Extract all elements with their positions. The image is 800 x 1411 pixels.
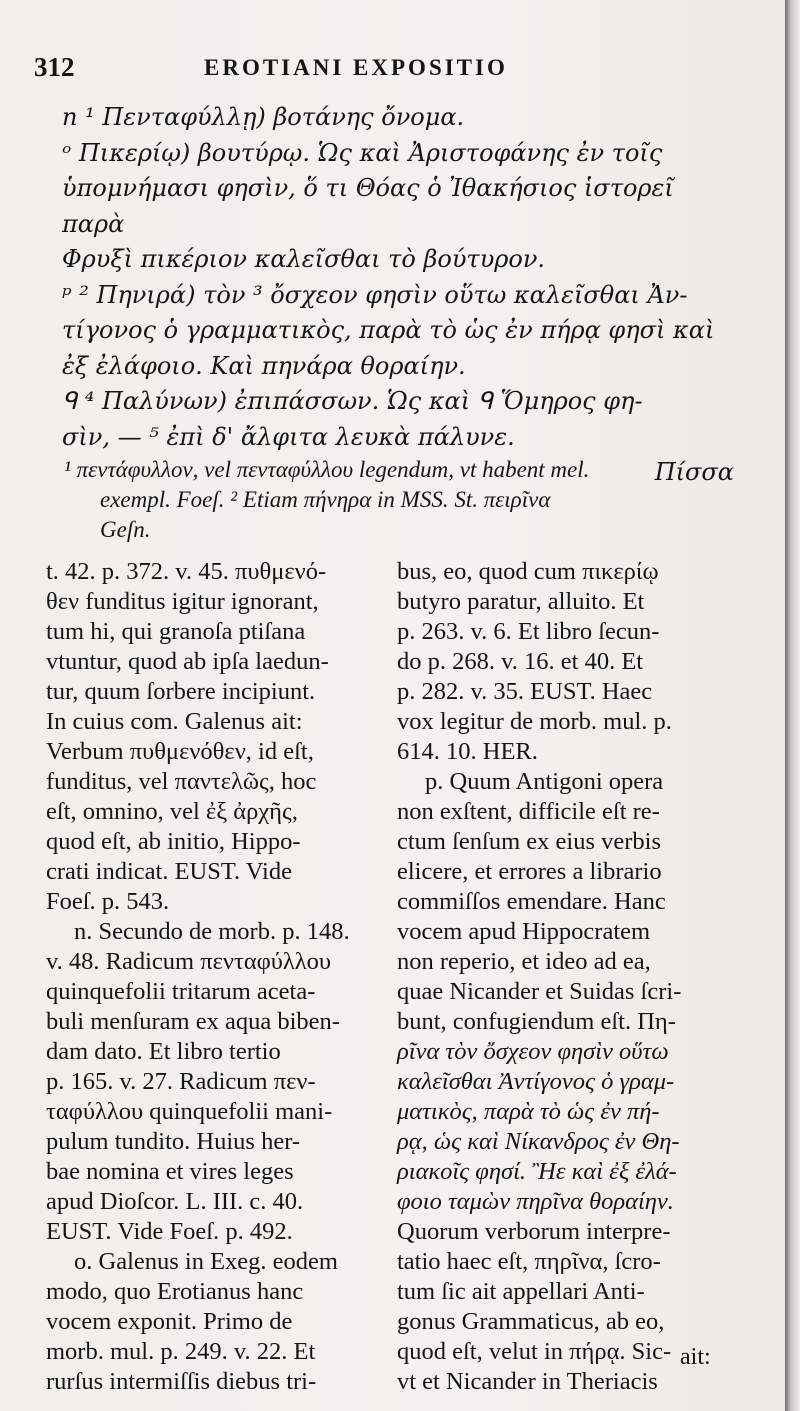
text-line: quinquefolii tritarum aceta- <box>46 978 316 1005</box>
text-line: καλεῖσθαι Ἀντίγονος ὁ γραμ- <box>397 1068 675 1095</box>
greek-line: Πίσσα <box>654 458 734 486</box>
page-edge-shadow <box>785 0 800 1411</box>
text-line: non reperio, et ideo ad ea, <box>397 948 651 975</box>
text-line: dam dato. Et libro tertio <box>46 1038 281 1065</box>
text-line: ταφύλλου quinquefolii mani- <box>46 1098 333 1125</box>
text-line: bunt, confugiendum eſt. Πη- <box>397 1008 676 1035</box>
text-line: crati indicat. EUST. Vide <box>46 858 292 885</box>
text-line: ρᾳ, ὡς καὶ Νίκανδρος ἐν Θη- <box>397 1128 680 1155</box>
text-line: v. 48. Radicum πενταφύλλου <box>46 948 332 975</box>
commentary-left-column <box>46 557 381 1397</box>
text-line: p. Quum Antigoni opera <box>425 768 664 795</box>
text-line: quae Nicander et Suidas ſcri- <box>397 978 682 1005</box>
text-line: tur, quum ſorbere incipiunt. <box>46 678 316 705</box>
text-line: p. 165. v. 27. Radicum πεν- <box>46 1068 316 1095</box>
greek-line: ὑπομνήμασι φησὶν, ὅ τι Θόας ὁ Ἰθακήσιος ἱστορεῖ παρὰ <box>62 174 674 238</box>
text-line: p. 263. v. 6. Et libro ſecun- <box>397 618 660 645</box>
text-line: ctum ſenſum ex eius verbis <box>397 828 661 855</box>
footnotes <box>64 455 740 545</box>
text-line: non exſtent, difficile eſt re- <box>397 798 660 825</box>
text-line: ματικὸς, παρὰ τὸ ὡς ἐν πή- <box>397 1098 660 1125</box>
text-line: quod eſt, velut in πήρᾳ. Sic- <box>397 1338 672 1365</box>
text-line: tatio haec eſt, πηρῖνα, ſcro- <box>397 1248 661 1275</box>
text-line: θεν funditus igitur ignorant, <box>46 588 319 615</box>
greek-text-block <box>62 100 734 491</box>
text-line: φοιο ταμὼν πηρῖνα θοραίην. <box>397 1188 674 1215</box>
text-line: eſt, omnino, vel ἐξ ἀρχῆς, <box>46 798 298 825</box>
text-line: pulum tundito. Huius her- <box>46 1128 301 1155</box>
greek-line: σὶν, — ⁵ ἐπὶ δ' ἄλφιτα λευκὰ πάλυνε. <box>62 422 515 451</box>
greek-line: n ¹ Πενταφύλλῃ) βοτάνης ὄνομα. <box>62 103 465 131</box>
greek-line: ᵖ ² Πηνιρά) τὸν ³ ὄσχεον φησὶν οὕτω καλεῖσθαι Ἀν- <box>62 280 688 309</box>
text-line: funditus, vel παντελῶς, hoc <box>46 768 317 795</box>
text-line: tum hi, qui granoſa ptiſana <box>46 618 306 645</box>
greek-line: ἐξ ἐλάφοιο. Καὶ πηνάρα θοραίην. <box>62 351 466 380</box>
catchword: ait: <box>680 1344 711 1370</box>
page-number: 312 <box>34 52 75 82</box>
footnote-line: exempl. Foeſ. ² Etiam πήνηρα in MSS. St. πειρῖνα <box>100 487 551 512</box>
text-line: bae nomina et vires leges <box>46 1158 294 1185</box>
text-line: vox legitur de morb. mul. p. <box>397 708 672 735</box>
text-line: tum ſic ait appellari Anti- <box>397 1278 645 1305</box>
running-header <box>34 52 734 86</box>
running-title: EROTIANI EXPOSITIO <box>204 55 508 80</box>
text-line: t. 42. p. 372. v. 45. πυθμενό- <box>46 558 327 585</box>
text-line: apud Dioſcor. L. III. c. 40. <box>46 1188 304 1215</box>
text-line: gonus Grammaticus, ab eo, <box>397 1308 665 1335</box>
text-line: bus, eo, quod cum πικερίῳ <box>397 558 659 585</box>
text-line: morb. mul. p. 249. v. 22. Et <box>46 1338 316 1365</box>
greek-line: τίγονος ὁ γραμματικὸς, παρὰ τὸ ὡς ἐν πήρᾳ φησὶ καὶ <box>62 316 715 344</box>
greek-line: Φρυξὶ πικέριον καλεῖσθαι τὸ βούτυρον. <box>62 245 546 273</box>
greek-line: ᑫ ⁴ Παλύνων) ἐπιπάσσων. Ὡς καὶ ᑫ Ὅμηρος φη- <box>62 387 643 415</box>
footnote-line: Geſn. <box>100 517 151 542</box>
text-line: EUST. Vide Foeſ. p. 492. <box>46 1218 293 1245</box>
text-line: buli menſuram ex aqua biben- <box>46 1008 340 1035</box>
greek-line: ᵒ Πικερίῳ) βουτύρῳ. Ὡς καὶ Ἀριστοφάνης ἐν τοῖς <box>62 138 663 167</box>
text-line: vt et Nicander in Theriacis <box>397 1368 658 1395</box>
commentary-right-column <box>397 557 735 1397</box>
text-line: vocem apud Hippocratem <box>397 918 651 945</box>
text-line: n. Secundo de morb. p. 148. <box>74 918 350 945</box>
text-line: Foeſ. p. 543. <box>46 888 170 915</box>
text-line: butyro paratur, alluito. Et <box>397 588 645 615</box>
text-line: elicere, et errores a librario <box>397 858 662 885</box>
text-line: Quorum verborum interpre- <box>397 1218 671 1245</box>
text-line: ρῖνα τὸν ὄσχεον φησὶν οὕτω <box>397 1038 669 1065</box>
text-line: Verbum πυθμενόθεν, id eſt, <box>46 738 314 765</box>
footnote-line: ¹ πεντάφυλλον, vel πενταφύλλου legendum, vt habent mel. <box>64 457 590 482</box>
text-line: do p. 268. v. 16. et 40. Et <box>397 648 644 675</box>
text-line: commiſſos emendare. Hanc <box>397 888 666 915</box>
text-line: 614. 10. HER. <box>397 738 538 765</box>
text-line: rurſus intermiſſis diebus tri- <box>46 1368 317 1395</box>
text-line: o. Galenus in Exeg. eodem <box>74 1248 338 1275</box>
text-line: vtuntur, quod ab ipſa laedun- <box>46 648 329 675</box>
text-line: In cuius com. Galenus ait: <box>46 708 303 735</box>
text-line: ριακοῖς φησί. Ἢε καὶ ἐξ ἐλά- <box>397 1158 677 1185</box>
text-line: p. 282. v. 35. EUST. Haec <box>397 678 653 705</box>
text-line: vocem exponit. Primo de <box>46 1308 293 1335</box>
text-line: modo, quo Erotianus hanc <box>46 1278 304 1305</box>
text-line: quod eſt, ab initio, Hippo- <box>46 828 301 855</box>
